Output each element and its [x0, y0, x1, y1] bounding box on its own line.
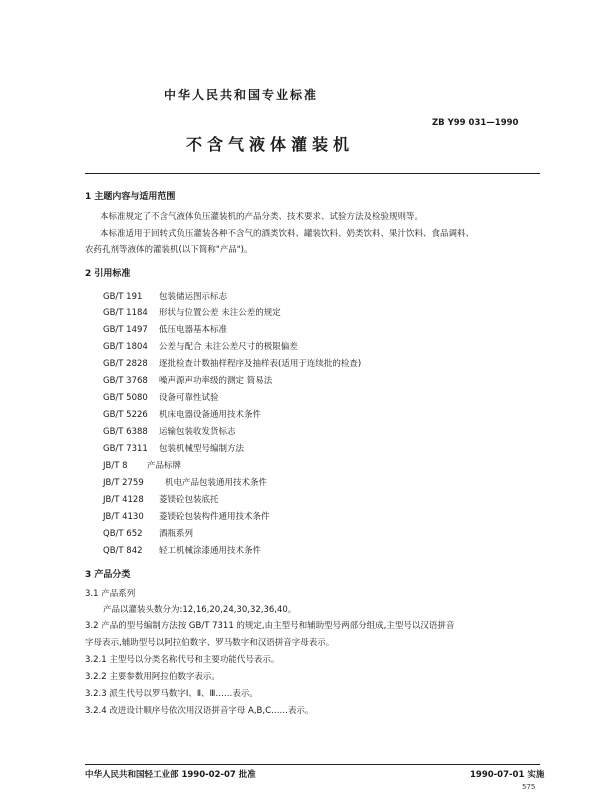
reference-item: GB/T 191 包装储运图示标志 [103, 292, 228, 302]
section-3-1-text: 产品以灌装头数分为:12,16,20,24,30,32,36,40。 [103, 605, 297, 615]
clause-3-2-2: 3.2.2 主要参数用阿拉伯数字表示。 [85, 672, 220, 682]
footer-rule [85, 764, 540, 765]
reference-item: GB/T 6388 运输包装收发货标志 [103, 427, 236, 437]
reference-item: GB/T 5080 设备可靠性试验 [103, 393, 219, 403]
reference-item: GB/T 7311 包装机械型号编制方法 [103, 444, 245, 454]
approval-note: 中华人民共和国轻工业部 1990-02-07 批准 [85, 770, 256, 780]
reference-item: QB/T 842 轻工机械涂漆通用技术条件 [103, 546, 262, 556]
standard-number: ZB Y99 031—1990 [432, 118, 519, 128]
reference-item: QB/T 652 酒瓶系列 [103, 529, 194, 539]
reference-item: GB/T 1497 低压电器基本标准 [103, 325, 228, 335]
publisher-heading: 中华人民共和国专业标准 [164, 88, 319, 102]
reference-item: GB/T 3768 噪声源声功率级的测定 简易法 [103, 376, 273, 386]
section-1-paragraph-2-line-2: 农药孔剂等液体的灌装机(以下简称"产品")。 [85, 245, 253, 255]
reference-item: GB/T 1804 公差与配合 未注公差尺寸的极限偏差 [103, 342, 298, 352]
reference-item: GB/T 5226 机床电器设备通用技术条件 [103, 410, 262, 420]
clause-3-2-3: 3.2.3 派生代号以罗马数字Ⅰ、Ⅱ、Ⅲ……表示。 [85, 689, 258, 699]
implementation-date: 1990-07-01 实施 [470, 770, 545, 780]
reference-item: GB/T 2828 逐批检查计数抽样程序及抽样表(适用于连续批的检查) [103, 359, 362, 369]
reference-item: GB/T 1184 形状与位置公差 未注公差的规定 [103, 308, 281, 318]
section-1-paragraph-1: 本标准规定了不含气液体负压灌装机的产品分类、技术要求、试验方法及检验规则等。 [100, 212, 424, 222]
reference-item: JB/T 2759 机电产品包装通用技术条件 [103, 478, 268, 488]
clause-3-2-1: 3.2.1 主型号以分类名称代号和主要功能代号表示。 [85, 655, 280, 665]
page-number: 575 [522, 783, 536, 791]
section-3-1-heading: 3.1 产品系列 [85, 589, 136, 599]
document-title: 不含气液体灌装机 [186, 135, 355, 154]
section-2-heading: 2 引用标准 [85, 269, 131, 279]
reference-item: JB/T 8 产品标牌 [103, 461, 182, 471]
section-3-2-line-2: 字母表示,辅助型号以阿拉伯数字、罗马数字和汉语拼音字母表示。 [85, 638, 335, 648]
reference-item: JB/T 4128 菱镁砼包装底托 [103, 495, 219, 505]
section-1-paragraph-2-line-1: 本标准适用于回转式负压灌装各种不含气的酒类饮料、罐装饮料、奶类饮料、果汁饮料、食品调料、 [100, 229, 475, 239]
clause-3-2-4: 3.2.4 改进设计顺序号依次用汉语拼音字母 A,B,C……表示。 [85, 706, 314, 716]
header-rule [85, 173, 540, 174]
reference-item: JB/T 4130 菱镁砼包装构件通用技术条件 [103, 512, 270, 522]
section-3-2-line-1: 3.2 产品的型号编制方法按 GB/T 7311 的规定,由主型号和辅助型号两部分组成,主型号以汉语拼音 [85, 621, 455, 631]
section-3-heading: 3 产品分类 [85, 570, 131, 580]
section-1-heading: 1 主题内容与适用范围 [85, 192, 176, 202]
